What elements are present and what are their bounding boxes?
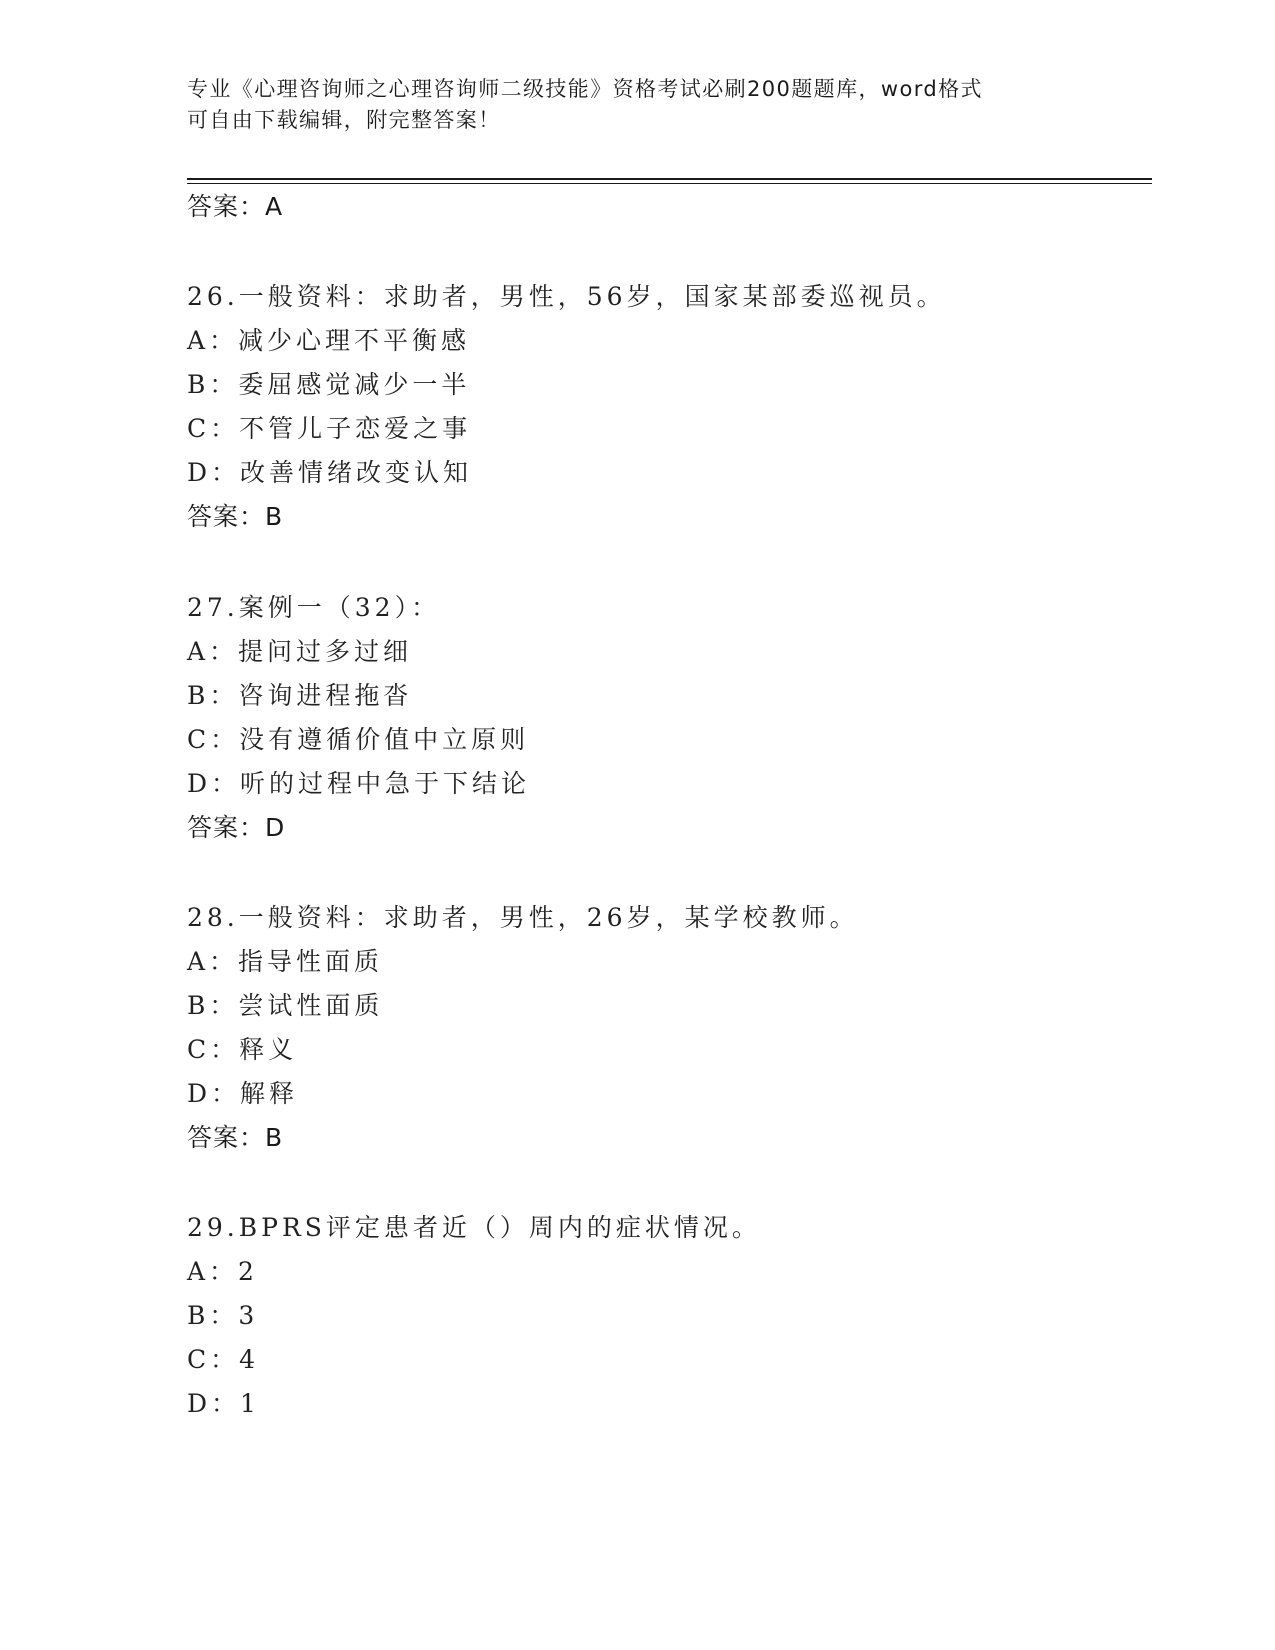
option-29-c: C：4 bbox=[187, 1345, 260, 1374]
option-29-b: B：3 bbox=[187, 1301, 259, 1330]
answer-26: 答案：B bbox=[187, 502, 284, 531]
option-27-c: C：没有遵循价值中立原则 bbox=[187, 725, 530, 754]
option-26-c: C：不管儿子恋爱之事 bbox=[187, 414, 472, 443]
answer-27: 答案：D bbox=[187, 813, 286, 842]
answer-prev: 答案：A bbox=[187, 192, 284, 221]
question-26: 26.一般资料：求助者，男性，56岁，国家某部委巡视员。 bbox=[187, 282, 946, 311]
question-29: 29.BPRS评定患者近（）周内的症状情况。 bbox=[187, 1213, 761, 1242]
question-28: 28.一般资料：求助者，男性，26岁，某学校教师。 bbox=[187, 903, 859, 932]
option-29-d: D：1 bbox=[187, 1389, 260, 1418]
option-28-c: C：释义 bbox=[187, 1035, 298, 1064]
option-29-a: A：2 bbox=[187, 1257, 258, 1286]
option-27-d: D：听的过程中急于下结论 bbox=[187, 769, 531, 798]
option-26-d: D：改善情绪改变认知 bbox=[187, 458, 473, 487]
option-28-a: A：指导性面质 bbox=[187, 947, 384, 976]
header-line-2: 可自由下载编辑，附完整答案！ bbox=[187, 108, 501, 132]
document-header bbox=[187, 74, 1087, 136]
header-divider bbox=[187, 178, 1152, 180]
header-line-1: 专业《心理咨询师之心理咨询师二级技能》资格考试必刷200题题库，word格式 bbox=[187, 77, 983, 101]
header-divider-thin bbox=[187, 183, 1152, 184]
option-26-b: B：委屈感觉减少一半 bbox=[187, 370, 471, 399]
option-28-b: B：尝试性面质 bbox=[187, 991, 384, 1020]
answer-28: 答案：B bbox=[187, 1123, 284, 1152]
option-27-b: B：咨询进程拖沓 bbox=[187, 681, 413, 710]
option-26-a: A：减少心理不平衡感 bbox=[187, 326, 471, 355]
option-28-d: D：解释 bbox=[187, 1079, 299, 1108]
option-27-a: A：提问过多过细 bbox=[187, 637, 413, 666]
question-27: 27.案例一（32）： bbox=[187, 593, 441, 622]
